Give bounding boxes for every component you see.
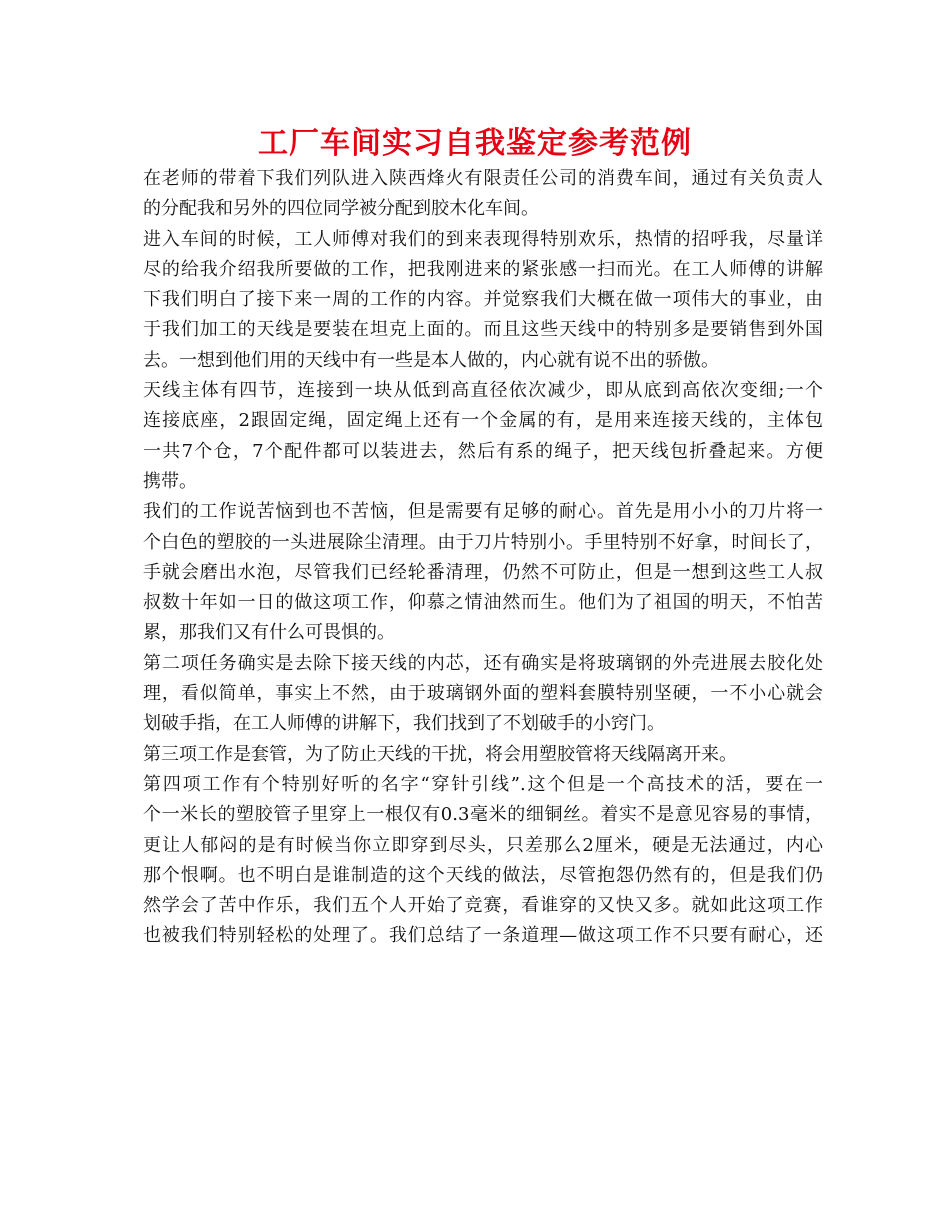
text-line: 个一米长的塑胶管子里穿上一根仅有0.3毫米的细铜丝。着实不是意见容易的事情， xyxy=(143,804,823,826)
document-body xyxy=(143,164,823,952)
text-line: 第三项工作是套管，为了防止天线的干扰，将会用塑胶管将天线隔离开来。 xyxy=(143,743,737,765)
text-line: 叔数十年如一日的做这项工作，仰慕之情油然而生。他们为了祖国的明天，不怕苦 xyxy=(143,592,823,614)
text-line: 也被我们特别轻松的处理了。我们总结了一条道理—做这项工作不只要有耐心，还 xyxy=(143,925,823,947)
text-line: 携带。 xyxy=(143,470,197,492)
text-line: 在老师的带着下我们列队进入陕西烽火有限责任公司的消费车间，通过有关负责人 xyxy=(143,168,823,189)
text-line: 去。一想到他们用的天线中有一些是本人做的，内心就有说不出的骄傲。 xyxy=(143,349,719,371)
text-line: 于我们加工的天线是要装在坦克上面的。而且这些天线中的特别多是要销售到外国 xyxy=(143,319,823,341)
text-line: 连接底座，2跟固定绳，固定绳上还有一个金属的有，是用来连接天线的，主体包 xyxy=(143,410,823,432)
text-line: 个白色的塑胶的一头进展除尘清理。由于刀片特别小。手里特别不好拿，时间长了， xyxy=(143,531,823,553)
text-line: 划破手指，在工人师傅的讲解下，我们找到了不划破手的小窍门。 xyxy=(143,713,665,735)
text-line: 下我们明白了接下来一周的工作的内容。并觉察我们大概在做一项伟大的事业，由 xyxy=(143,289,823,311)
text-line: 然学会了苦中作乐，我们五个人开始了竞赛，看谁穿的又快又多。就如此这项工作 xyxy=(143,895,823,917)
text-line: 第二项任务确实是去除下接天线的内芯，还有确实是将玻璃钢的外壳进展去胶化处 xyxy=(143,652,823,674)
text-line: 进入车间的时候，工人师傅对我们的到来表现得特别欢乐，热情的招呼我，尽量详 xyxy=(143,228,823,250)
text-line: 第四项工作有个特别好听的名字“穿针引线”.这个但是一个高技术的活，要在一 xyxy=(143,773,823,795)
text-line: 更让人郁闷的是有时候当你立即穿到尽头，只差那么2厘米，硬是无法通过，内心 xyxy=(143,834,823,856)
text-line: 累，那我们又有什么可畏惧的。 xyxy=(143,622,395,644)
text-line: 天线主体有四节，连接到一块从低到高直径依次减少，即从底到高依次变细;一个 xyxy=(143,380,823,402)
text-line: 一共7个仓，7个配件都可以装进去，然后有系的绳子，把天线包折叠起来。方便 xyxy=(143,440,823,462)
text-line: 我们的工作说苦恼到也不苦恼，但是需要有足够的耐心。首先是用小小的刀片将一 xyxy=(143,501,823,523)
text-line: 手就会磨出水泡，尽管我们已经轮番清理，仍然不可防止，但是一想到这些工人叔 xyxy=(143,561,823,583)
text-line: 尽的给我介绍我所要做的工作，把我刚进来的紧张感一扫而光。在工人师傅的讲解 xyxy=(143,258,823,280)
text-line: 理，看似简单，事实上不然，由于玻璃钢外面的塑料套膜特别坚硬，一不小心就会 xyxy=(143,683,823,705)
text-line: 那个恨啊。也不明白是谁制造的这个天线的做法，尽管抱怨仍然有的，但是我们仍 xyxy=(143,864,823,886)
document-title: 工厂车间实习自我鉴定参考范例 xyxy=(258,126,692,161)
text-line: 的分配我和另外的四位同学被分配到胶木化车间。 xyxy=(143,198,539,220)
